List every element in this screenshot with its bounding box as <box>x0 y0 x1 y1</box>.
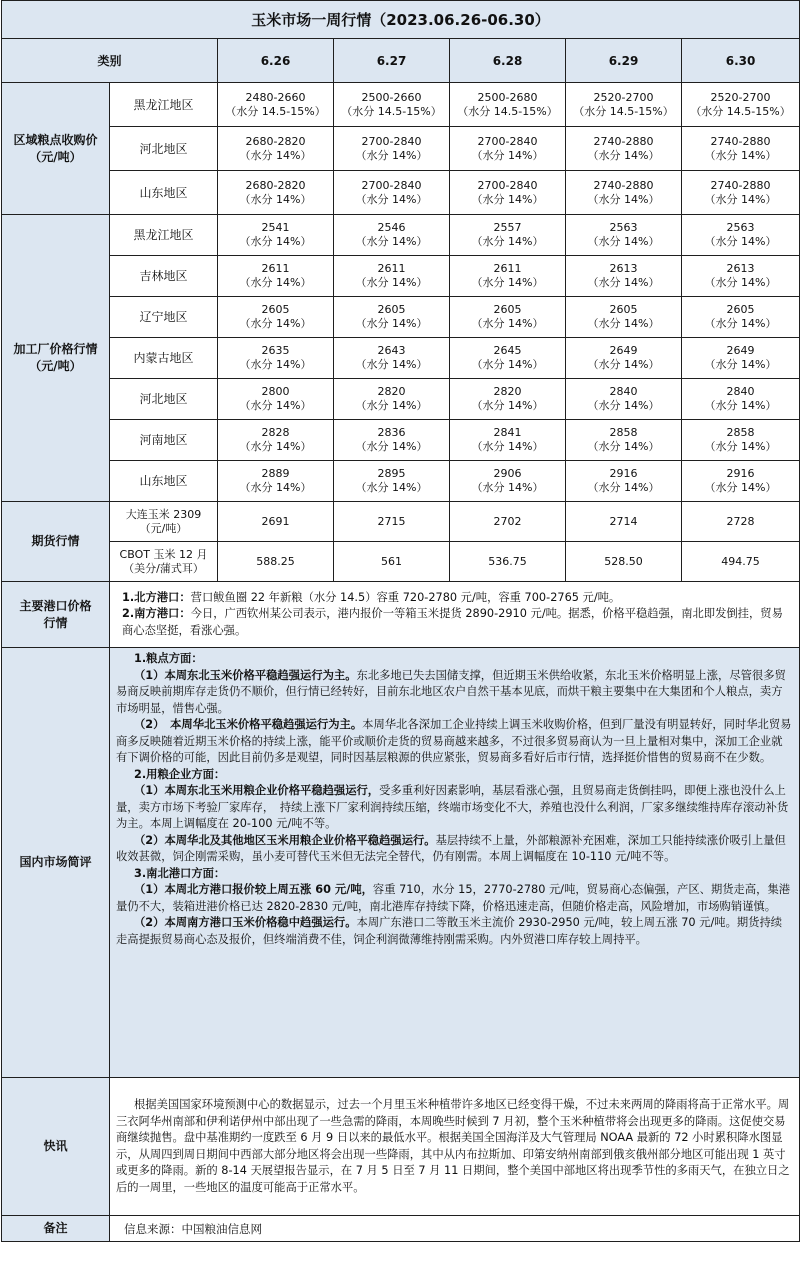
table-row <box>2 338 800 379</box>
paragraph-text: 本周华北各深加工企业持续上调玉米收购价格，但到厂量没有明显转好，同时华北贸易商多反映随着近期玉米价格的持续上涨，能平价或顺价走货的贸易商越来越多，不过很多贸易商认为一旦上量相对集中，深加工企业就有下调价格的可能，因此目前仍多是观望，同时因基层粮源的供应紧张，贸易商多看好后市行情，选择挺价惜售的贸易商不在少数。 <box>116 718 792 764</box>
price-cell: 2613 （水分 14%） <box>566 256 682 297</box>
price-cell: 2546 （水分 14%） <box>334 215 450 256</box>
price-cell: 2820 （水分 14%） <box>334 379 450 420</box>
price-cell: 2520-2700 （水分 14.5-15%） <box>682 83 800 127</box>
paragraph-text: 受多重利好因素影响，基层看涨心强，且贸易商走货倒挂吗，即便上涨也没什么上量，卖方市场下考验厂家库存， 持续上涨下厂家利润持续压缩，终端市场变化不大，养殖也没什么利润，厂家多继续维持库存滚动补货为主。本周上调幅度在 20-100 元/吨不等。 <box>116 784 789 830</box>
report-title: 玉米市场一周行情（2023.06.26-06.30） <box>2 1 800 39</box>
note-label: 备注 <box>2 1216 110 1242</box>
paragraph-lead: （1）本周东北玉米价格平稳趋强运行为主。 <box>134 668 357 682</box>
price-cell: 2605 （水分 14%） <box>682 297 800 338</box>
price-cell: 2643 （水分 14%） <box>334 338 450 379</box>
price-cell: 588.25 <box>218 542 334 582</box>
date-header: 6.29 <box>566 39 682 83</box>
table-row <box>2 297 800 338</box>
table-row <box>2 502 800 542</box>
price-cell: 2895 （水分 14%） <box>334 461 450 502</box>
table-row <box>2 1216 800 1242</box>
paragraph-lead: （2）本周华北及其他地区玉米用粮企业价格平稳趋强运行。 <box>134 833 436 847</box>
price-cell: 2611 （水分 14%） <box>334 256 450 297</box>
futures-label: 期货行情 <box>2 502 110 582</box>
region-label: 内蒙古地区 <box>110 338 218 379</box>
table-row <box>2 83 800 127</box>
price-cell: 2728 <box>682 502 800 542</box>
region-label: 吉林地区 <box>110 256 218 297</box>
north-port-paragraph <box>116 590 793 607</box>
paragraph-lead: （2） 本周华北玉米价格平稳趋强运行为主。 <box>134 718 363 731</box>
price-cell: 2605 （水分 14%） <box>566 297 682 338</box>
section-heading: 1.粮点方面： <box>134 652 203 665</box>
flash-news-label: 快讯 <box>2 1078 110 1216</box>
commentary-paragraph <box>116 668 793 718</box>
price-cell: 2649 （水分 14%） <box>682 338 800 379</box>
price-cell: 2740-2880 （水分 14%） <box>682 171 800 215</box>
commentary-paragraph <box>116 915 793 948</box>
regional-price-label: 区域粮点收购价 （元/吨） <box>2 83 110 215</box>
region-label: 辽宁地区 <box>110 297 218 338</box>
price-cell: 2611 （水分 14%） <box>450 256 566 297</box>
price-cell: 2858 （水分 14%） <box>682 420 800 461</box>
table-row <box>2 461 800 502</box>
source-note: 信息来源：中国粮油信息网 <box>110 1216 800 1242</box>
price-cell: 2563 （水分 14%） <box>682 215 800 256</box>
price-cell: 2611 （水分 14%） <box>218 256 334 297</box>
date-header: 6.26 <box>218 39 334 83</box>
north-port-text: 营口鲅鱼圈 22 年新粮（水分 14.5）容重 720-2780 元/吨，容重 700-2765 元/吨。 <box>190 590 621 604</box>
table-row <box>2 127 800 171</box>
paragraph-text: 基层持续不上量，外部粮源补充困难，深加工只能持续涨价吸引上量但收效甚微，饲企刚需采购，虽小麦可替代玉米但无法完全替代，仍有刚需。本周上调幅度在 10-110 元/吨不等。 <box>116 833 786 863</box>
price-cell: 2680-2820 （水分 14%） <box>218 171 334 215</box>
table-row <box>2 379 800 420</box>
price-cell: 2715 <box>334 502 450 542</box>
price-cell: 2520-2700 （水分 14.5-15%） <box>566 83 682 127</box>
paragraph-lead: （1）本周北方港口报价较上周五涨 60 元/吨， <box>134 883 373 896</box>
price-cell: 2916 （水分 14%） <box>566 461 682 502</box>
date-header: 6.27 <box>334 39 450 83</box>
flash-news-text: 根据美国国家环境预测中心的数据显示，过去一个月里玉米种植带许多地区已经变得干燥，不过未来两周的降雨将高于正常水平。周三衣阿华州南部和伊利诺伊州中部出现了一些急需的降雨，本周晚些时候到 7 月初，整个玉米种植带将会出现更多的降雨。这促使交易商继续抛售。盘中基准期约一度跌至 6 月 9 日以来的最低水平。根据美国全国海洋及大气管理局 NOAA 最新的 72 小时累积降水图显示，从周四到周日期间中西部大部分地区将会出现一些降雨，其中从内布拉斯加、印第安纳州南部到俄亥俄州部分地区可能出现 1 英寸或更多的降雨。新的 8-14 天展望报告显示，在 7 月 5 日至 7 月 11 日期间，整个美国中部地区将出现季节性的多雨天气，在独立日之后的一周里，一些地区的温度可能高于正常水平。 <box>116 1098 790 1194</box>
price-cell: 2740-2880 （水分 14%） <box>566 127 682 171</box>
price-cell: 2605 （水分 14%） <box>450 297 566 338</box>
region-label: 山东地区 <box>110 461 218 502</box>
price-cell: 561 <box>334 542 450 582</box>
price-cell: 2828 （水分 14%） <box>218 420 334 461</box>
price-cell: 2800 （水分 14%） <box>218 379 334 420</box>
price-cell: 2691 <box>218 502 334 542</box>
price-cell: 2541 （水分 14%） <box>218 215 334 256</box>
paragraph-text: 本周广东港口二等散玉米主流价 2930-2950 元/吨，较上周五涨 70 元/吨。期货持续走高提振贸易商心态及报价，但终端消费不佳，饲企利润微薄维持刚需采购。内外贸港口库存较上周持平。 <box>116 916 783 946</box>
north-port-title: 1.北方港口： <box>122 590 191 604</box>
factory-price-label: 加工厂价格行情 （元/吨） <box>2 215 110 502</box>
market-commentary-label: 国内市场简评 <box>2 648 110 1078</box>
table-row <box>2 171 800 215</box>
commentary-paragraph <box>116 882 793 915</box>
category-header: 类别 <box>2 39 218 83</box>
contract-label: CBOT 玉米 12 月 （美分/蒲式耳） <box>110 542 218 582</box>
price-cell: 2889 （水分 14%） <box>218 461 334 502</box>
port-price-content <box>110 582 800 648</box>
south-port-paragraph <box>116 606 793 639</box>
price-cell: 2613 （水分 14%） <box>682 256 800 297</box>
region-label: 河南地区 <box>110 420 218 461</box>
price-cell: 2557 （水分 14%） <box>450 215 566 256</box>
price-cell: 2702 <box>450 502 566 542</box>
price-cell: 2700-2840 （水分 14%） <box>334 127 450 171</box>
table-row <box>2 542 800 582</box>
region-label: 山东地区 <box>110 171 218 215</box>
section-heading: 2.用粮企业方面： <box>134 767 226 781</box>
price-cell: 2916 （水分 14%） <box>682 461 800 502</box>
table-row <box>2 256 800 297</box>
price-cell: 2740-2880 （水分 14%） <box>682 127 800 171</box>
price-cell: 2840 （水分 14%） <box>682 379 800 420</box>
commentary-paragraph <box>116 717 793 767</box>
price-cell: 2700-2840 （水分 14%） <box>334 171 450 215</box>
date-header-row <box>2 39 800 83</box>
table-row <box>2 1078 800 1216</box>
price-cell: 2605 （水分 14%） <box>218 297 334 338</box>
date-header: 6.28 <box>450 39 566 83</box>
commentary-paragraph <box>116 833 793 866</box>
contract-label: 大连玉米 2309 （元/吨） <box>110 502 218 542</box>
price-cell: 2635 （水分 14%） <box>218 338 334 379</box>
date-header: 6.30 <box>682 39 800 83</box>
price-cell: 2649 （水分 14%） <box>566 338 682 379</box>
flash-news-content <box>110 1078 800 1216</box>
region-label: 黑龙江地区 <box>110 83 218 127</box>
region-label: 河北地区 <box>110 127 218 171</box>
price-cell: 2840 （水分 14%） <box>566 379 682 420</box>
table-row <box>2 215 800 256</box>
price-cell: 2836 （水分 14%） <box>334 420 450 461</box>
price-cell: 2605 （水分 14%） <box>334 297 450 338</box>
south-port-text: 今日，广西钦州某公司表示，港内报价一等箱玉米提货 2890-2910 元/吨。据悉，价格平稳趋强，南北即发倒挂，贸易商心态坚挺，看涨心强。 <box>122 607 783 637</box>
price-cell: 2645 （水分 14%） <box>450 338 566 379</box>
port-price-label: 主要港口价格 行情 <box>2 582 110 648</box>
price-cell: 2500-2660 （水分 14.5-15%） <box>334 83 450 127</box>
region-label: 河北地区 <box>110 379 218 420</box>
price-cell: 2740-2880 （水分 14%） <box>566 171 682 215</box>
price-cell: 528.50 <box>566 542 682 582</box>
market-commentary-content <box>110 648 800 1078</box>
table-row <box>2 648 800 1078</box>
table-row <box>2 420 800 461</box>
price-cell: 2714 <box>566 502 682 542</box>
corn-market-weekly-table <box>1 0 800 1242</box>
paragraph-lead: （1）本周东北玉米用粮企业价格平稳趋强运行， <box>134 784 380 797</box>
paragraph-lead: （2）本周南方港口玉米价格稳中趋强运行。 <box>134 916 357 929</box>
price-cell: 2700-2840 （水分 14%） <box>450 127 566 171</box>
price-cell: 2841 （水分 14%） <box>450 420 566 461</box>
region-label: 黑龙江地区 <box>110 215 218 256</box>
price-cell: 536.75 <box>450 542 566 582</box>
price-cell: 2680-2820 （水分 14%） <box>218 127 334 171</box>
commentary-paragraph <box>116 783 793 833</box>
price-cell: 2820 （水分 14%） <box>450 379 566 420</box>
price-cell: 2906 （水分 14%） <box>450 461 566 502</box>
south-port-title: 2.南方港口： <box>122 607 191 621</box>
paragraph-text: 东北多地已失去国储支撑，但近期玉米供给收紧，东北玉米价格明显上涨，尽管很多贸易商反映前期库存走货仍不顺价，但行情已经转好，目前东北地区农户自然干基本见底，而烘干粮主要集中在大集团和个人粮点，卖方市场明显，惜售心强。 <box>116 668 786 715</box>
price-cell: 2480-2660 （水分 14.5-15%） <box>218 83 334 127</box>
price-cell: 494.75 <box>682 542 800 582</box>
section-heading: 3.南北港口方面： <box>134 866 226 880</box>
price-cell: 2563 （水分 14%） <box>566 215 682 256</box>
price-cell: 2858 （水分 14%） <box>566 420 682 461</box>
table-row <box>2 582 800 648</box>
price-cell: 2700-2840 （水分 14%） <box>450 171 566 215</box>
paragraph-text: 容重 710，水分 15，2770-2780 元/吨，贸易商心态偏强，产区、期货走高，集港量仍不大，装箱进港价格已达 2820-2830 元/吨，南北港库存持续下降，价格迅速走高，但随价格走高，风险增加，市场购销谨慎。 <box>116 883 791 913</box>
price-cell: 2500-2680 （水分 14.5-15%） <box>450 83 566 127</box>
